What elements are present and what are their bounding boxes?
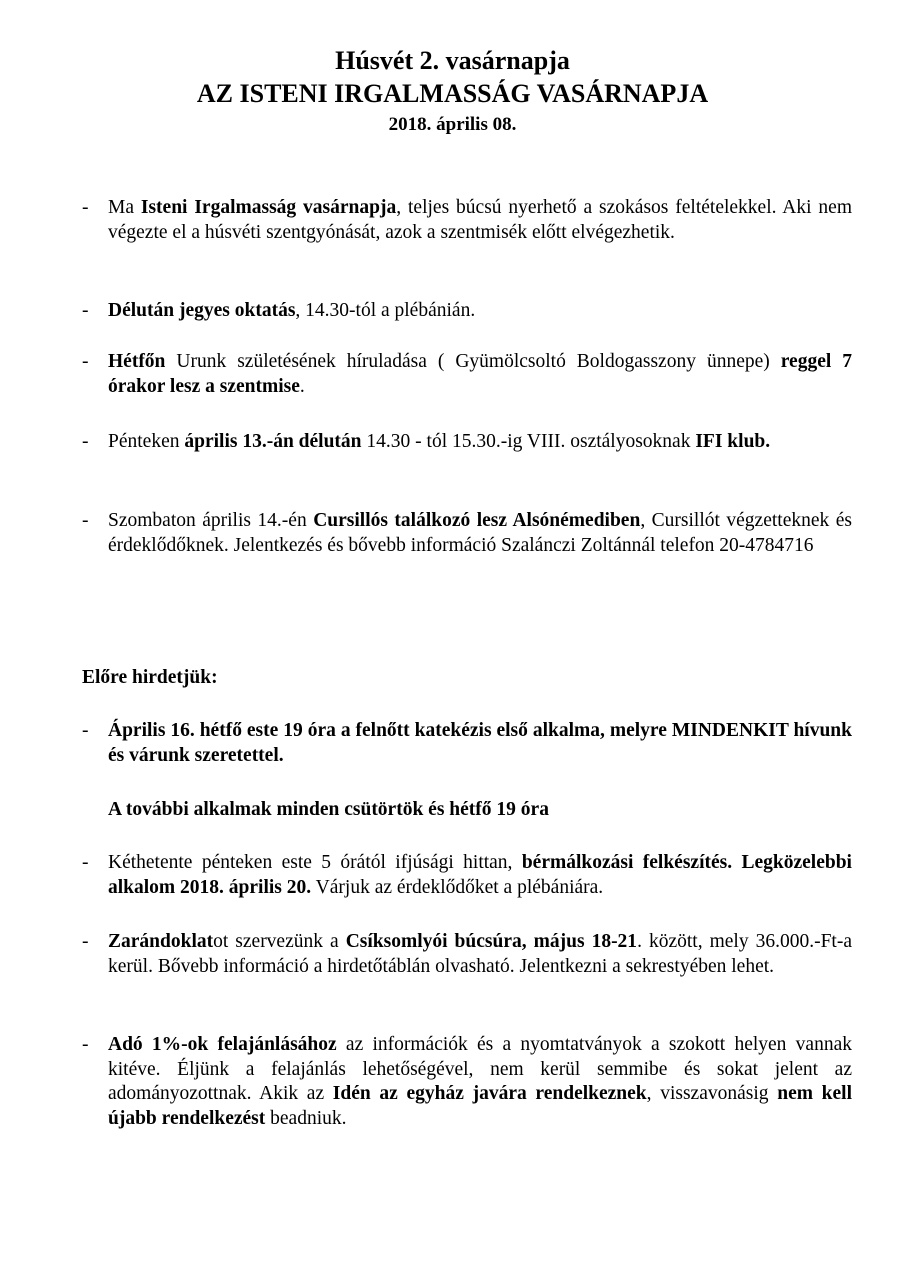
future-item: [82, 930, 852, 979]
announcement-item: [82, 509, 852, 558]
announcement-text: Hétfőn Urunk születésének híruladása ( Gyümölcsoltó Boldogasszony ünnepe) reggel 7 órakor lesz a szentmise.: [108, 351, 852, 397]
announcement-item: [82, 299, 852, 324]
document-date: 2018. április 08.: [388, 114, 517, 135]
bullet-dash: -: [82, 351, 89, 372]
bullet-dash: -: [82, 720, 89, 741]
section-heading: Előre hirdetjük:: [82, 667, 218, 688]
bullet-dash: -: [82, 300, 89, 321]
bullet-dash: -: [82, 197, 89, 218]
future-item: [82, 719, 852, 768]
announcement-text: Ma Isteni Irgalmasság vasárnapja, teljes búcsú nyerhető a szokásos feltételekkel. Aki nem végezte el a húsvéti szentgyónását, azok a szentmisék előtt elvégezhetik.: [108, 197, 852, 243]
announcement-item: [82, 430, 852, 455]
future-text: Április 16. hétfő este 19 óra a felnőtt katekézis első alkalma, melyre MINDENKIT hívunk és várunk szeretettel.: [108, 720, 852, 766]
announcement-item: [82, 350, 852, 399]
bullet-dash: -: [82, 510, 89, 531]
future-text: Adó 1%-ok felajánlásához az információk és a nyomtatványok a szokott helyen vannak kitéve. Éljünk a felajánlás lehetőségével, nem kerül semmibe és sokat jelent az adományozottnak. Akik az Idén az egyház javára rendelkeznek, visszavonásig nem kell újabb rendelkezést beadniuk.: [108, 1034, 852, 1129]
document-header: [0, 44, 905, 138]
future-text: Kéthetente pénteken este 5 órától ifjúsági hittan, bérmálkozási felkészítés. Legközelebbi alkalom 2018. április 20. Várjuk az érdeklődőket a plébániára.: [108, 852, 852, 898]
page-subtitle: AZ ISTENI IRGALMASSÁG VASÁRNAPJA: [196, 79, 709, 108]
announcement-text: Szombaton április 14.-én Cursillós találkozó lesz Alsónémediben, Cursillót végzetteknek és érdeklődőknek. Jelentkezés és bővebb információ Szalánczi Zoltánnál telefon 20-4784716: [108, 510, 852, 556]
future-text: Zarándoklatot szervezünk a Csíksomlyói búcsúra, május 18-21. között, mely 36.000.-Ft-a kerül. Bővebb információ a hirdetőtáblán olvasható. Jelentkezni a sekrestyében lehet.: [108, 931, 852, 977]
future-note: A további alkalmak minden csütörtök és hétfő 19 óra: [108, 799, 549, 820]
announcement-text: Délután jegyes oktatás, 14.30-tól a plébánián.: [108, 300, 476, 321]
page-title: Húsvét 2. vasárnapja: [335, 46, 570, 75]
future-item: [82, 1033, 852, 1131]
bullet-dash: -: [82, 431, 89, 452]
announcement-text: Pénteken április 13.-án délután 14.30 - tól 15.30.-ig VIII. osztályosoknak IFI klub.: [108, 431, 771, 452]
bullet-dash: -: [82, 852, 89, 873]
announcement-item: [82, 196, 852, 245]
future-item: [82, 851, 852, 900]
bullet-dash: -: [82, 931, 89, 952]
bullet-dash: -: [82, 1034, 89, 1055]
